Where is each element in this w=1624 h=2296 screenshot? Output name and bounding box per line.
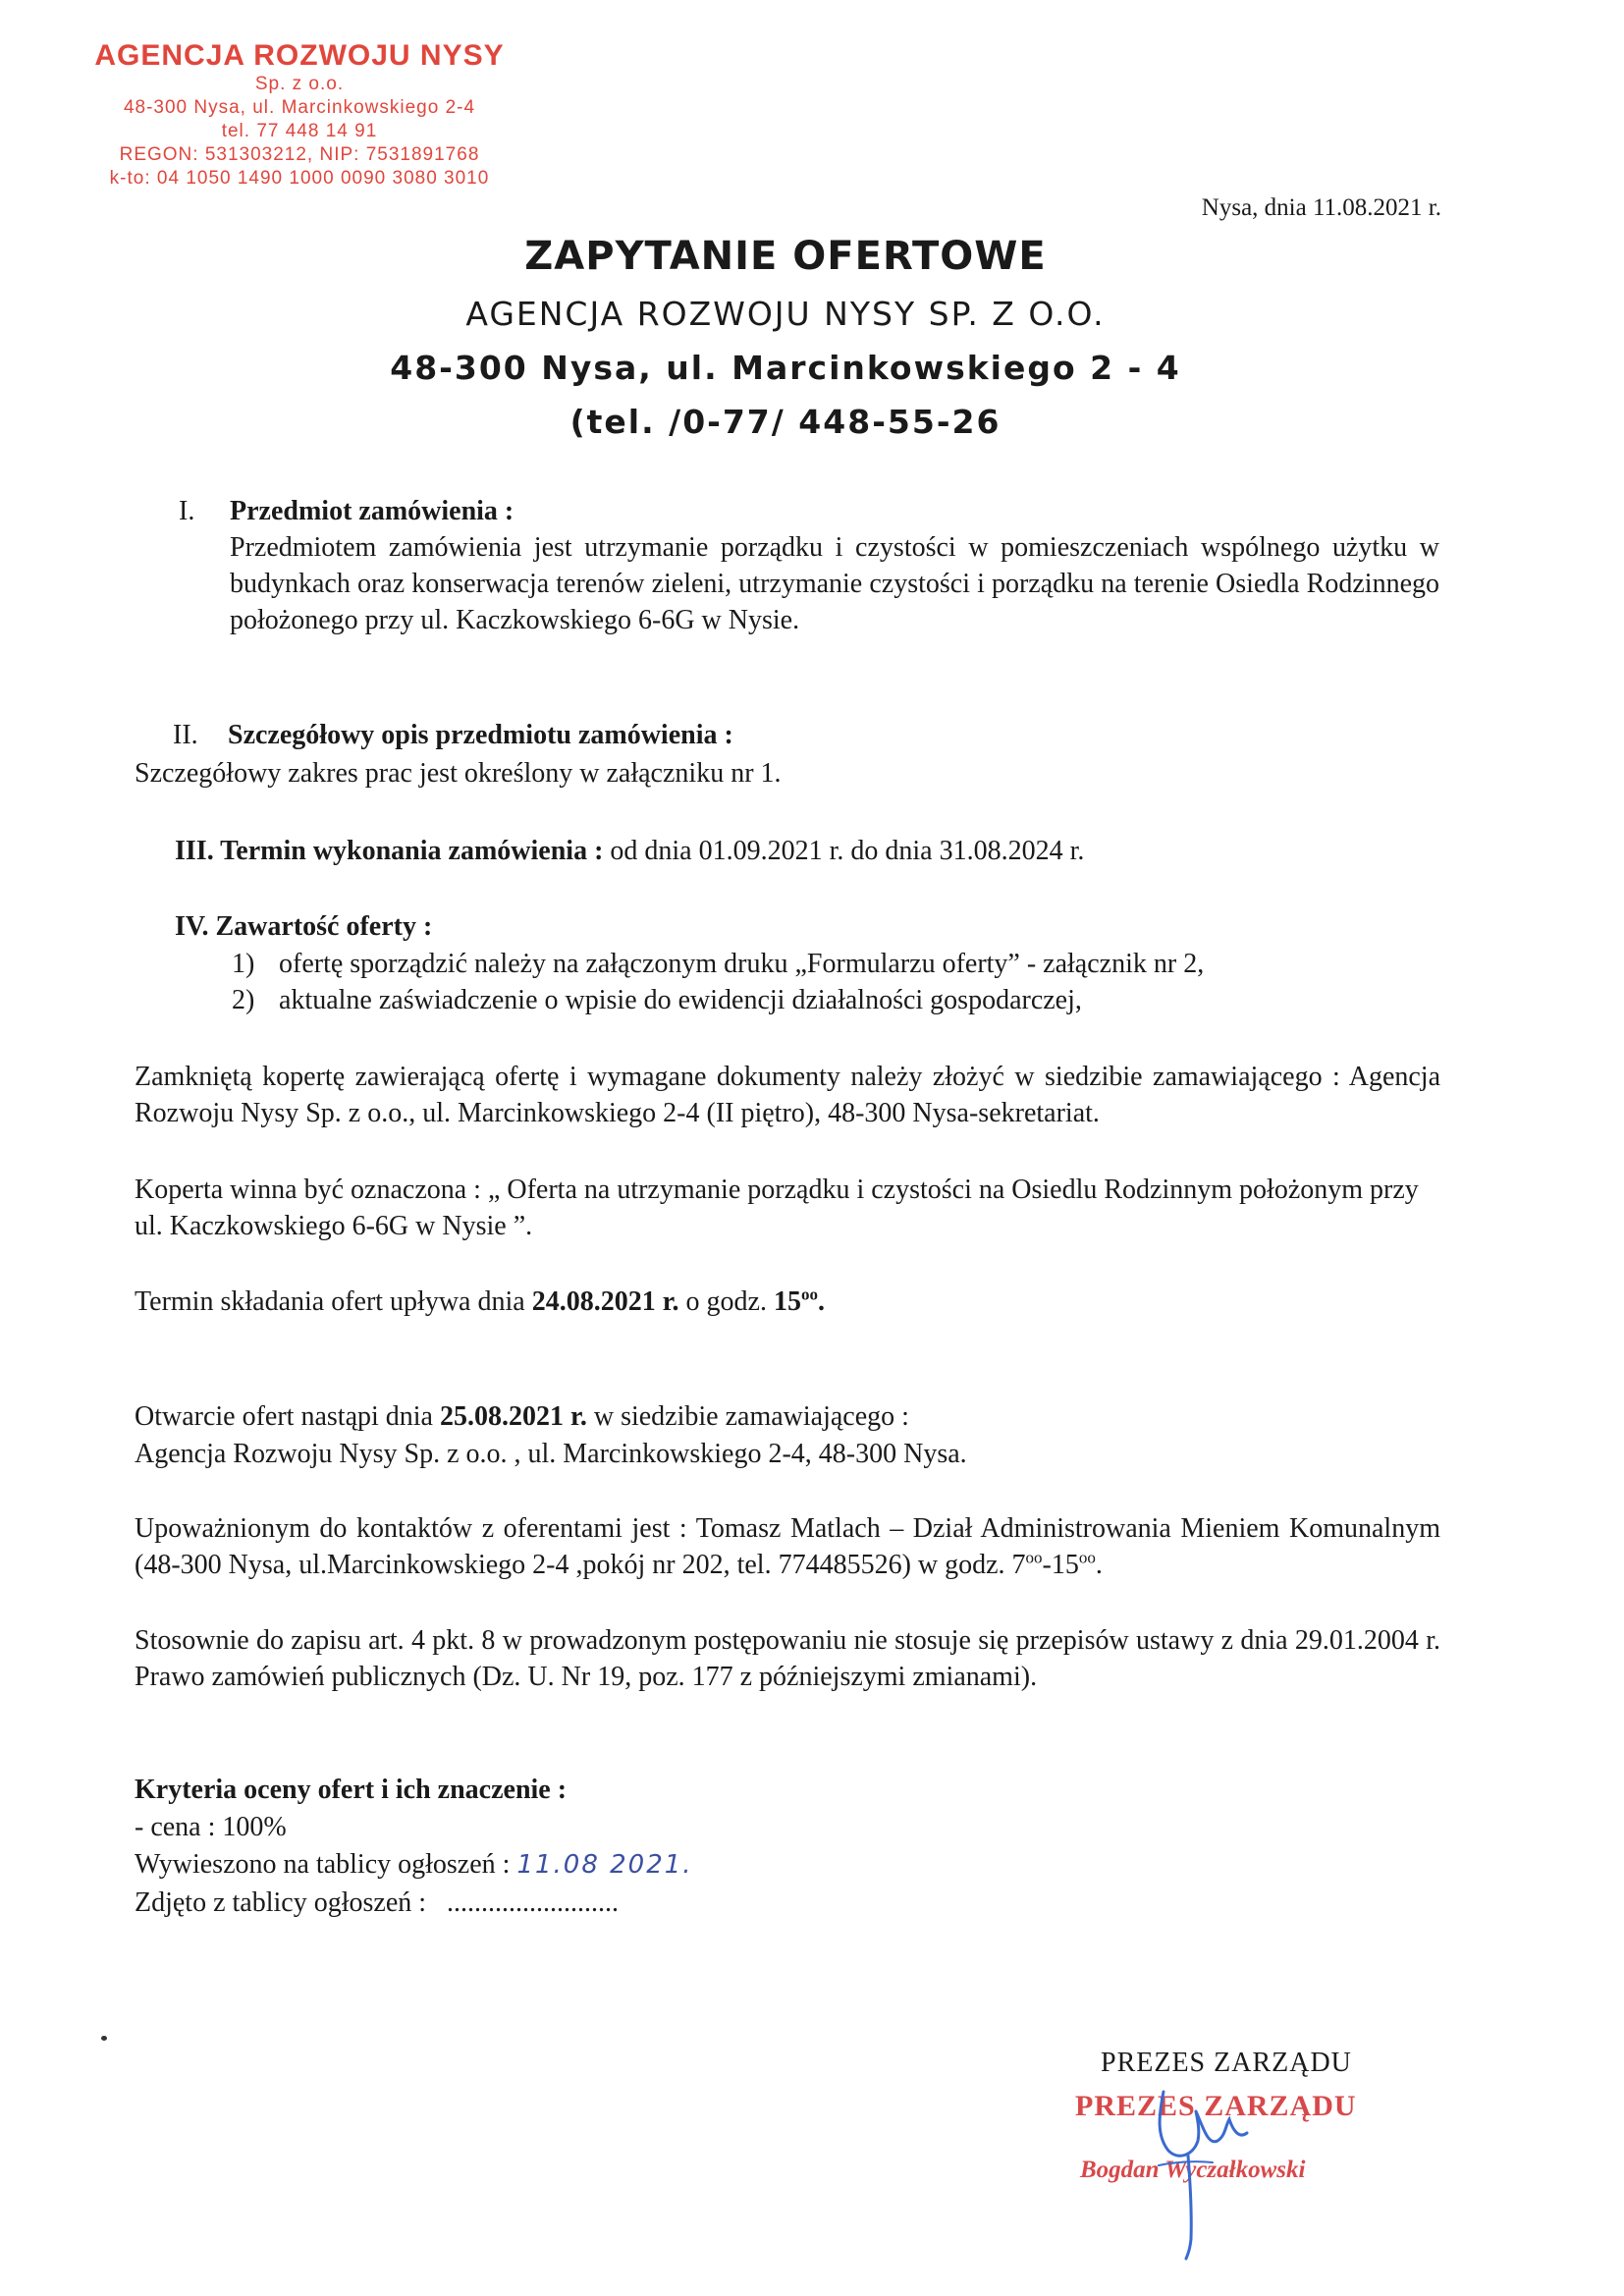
section3-title: III. Termin wykonania zamówienia : (175, 836, 604, 866)
opening-suffix: w siedzibie zamawiającego : (593, 1401, 909, 1432)
handwritten-signature (1119, 2072, 1267, 2269)
criteria-price: - cena : 100% (135, 1812, 287, 1842)
section2-number: II. (173, 720, 198, 750)
deadline-mid: o godz. (685, 1286, 767, 1317)
removed-line (135, 1885, 619, 1921)
scan-dot (101, 2036, 107, 2041)
contact-paragraph: Upoważnionym do kontaktów z oferentami jest : Tomasz Matlach – Dział Administrowania Mieniem Komunalnym (48-300 Nysa, ul.Marcinkowskiego 2-4 ,pokój nr 202, tel. 774485526) w godz. $7^{oo}-15^{oo}$. (135, 1513, 1440, 1580)
removed-label: Zdjęto z tablicy ogłoszeń : (135, 1887, 427, 1918)
section1-body: Przedmiotem zamówienia jest utrzymanie porządku i czystości w pomieszczeniach wspólnego użytku w budynkach oraz konserwacja terenów zieleni, utrzymanie czystości i porządku na terenie Osiedla Rodzinnego położonego przy ul. Kaczkowskiego 6-6G w Nysie. (230, 532, 1439, 635)
removed-value: ......................... (447, 1887, 620, 1918)
stamp-company-form: Sp. z o.o. (254, 74, 345, 94)
section4-item-2-number: 2) (232, 985, 255, 1015)
section1-title: Przedmiot zamówienia : (230, 496, 514, 526)
section3-line (175, 833, 1084, 869)
section2-body: Szczegółowy zakres prac jest określony w załączniku nr 1. (135, 758, 782, 789)
stamp-phone: tel. 77 448 14 91 (221, 121, 378, 141)
section2-title: Szczegółowy opis przedmiotu zamówienia : (228, 720, 733, 750)
legal-paragraph: Stosownie do zapisu art. 4 pkt. 8 w prowadzonym postępowaniu nie stosuje się przepisów ustawy z dnia 29.01.2004 r. Prawo zamówień publicznych (Dz. U. Nr 19, poz. 177 z późniejszymi zmianami). (135, 1625, 1440, 1692)
deadline-line (135, 1284, 825, 1320)
posted-date: 11.08 2021. (516, 1850, 693, 1880)
deadline-hour: $15^{oo}$. (773, 1285, 825, 1317)
header-address: 48-300 Nysa, ul. Marcinkowskiego 2 - 4 (390, 349, 1181, 387)
posted-label: Wywieszono na tablicy ogłoszeń : (135, 1849, 511, 1880)
opening-address: Agencja Rozwoju Nysy Sp. z o.o. , ul. Marcinkowskiego 2-4, 48-300 Nysa. (135, 1439, 967, 1469)
stamp-account: k-to: 04 1050 1490 1000 0090 3080 3010 (109, 168, 490, 189)
opening-date: 25.08.2021 r. (439, 1401, 587, 1432)
section3-body: od dnia 01.09.2021 r. do dnia 31.08.2024 r. (610, 836, 1085, 866)
header-organization: AGENCJA ROZWOJU NYSY SP. Z O.O. (465, 295, 1106, 333)
criteria-title: Kryteria oceny ofert i ich znaczenie : (135, 1775, 568, 1805)
signature-stamp-title: PREZES ZARZĄDU (1075, 2090, 1357, 2122)
section4-item-2-text: aktualne zaświadczenie o wpisie do ewidencji działalności gospodarczej, (279, 985, 1082, 1015)
deadline-date: 24.08.2021 r. (531, 1286, 679, 1317)
document-title: ZAPYTANIE OFERTOWE (524, 234, 1047, 279)
section4-item-1-number: 1) (232, 949, 255, 979)
signature-title: PREZES ZARZĄDU (1101, 2048, 1352, 2078)
deadline-prefix: Termin składania ofert upływa dnia (135, 1286, 525, 1317)
posted-line (135, 1846, 693, 1884)
stamp-address: 48-300 Nysa, ul. Marcinkowskiego 2-4 (123, 97, 476, 118)
stamp-ids: REGON: 531303212, NIP: 7531891768 (119, 144, 480, 165)
section1-number: I. (179, 496, 195, 526)
company-stamp (69, 39, 530, 191)
place-date: Nysa, dnia 11.08.2021 r. (1201, 194, 1441, 221)
header-phone: (tel. /0-77/ 448-55-26 (569, 403, 1001, 441)
opening-line (135, 1398, 909, 1435)
marking-paragraph: Koperta winna być oznaczona : „ Oferta na utrzymanie porządku i czystości na Osiedlu Rodzinnym położonym przy ul. Kaczkowskiego 6-6G w Nysie ”. (135, 1175, 1419, 1241)
section4-title: IV. Zawartość oferty : (175, 911, 433, 942)
signature-stamp-name: Bogdan Wyczałkowski (1080, 2157, 1306, 2183)
section4-item-1-text: ofertę sporządzić należy na załączonym druku „Formularzu oferty” - załącznik nr 2, (279, 949, 1205, 979)
stamp-company-name: AGENCJA ROZWOJU NYSY (94, 39, 505, 72)
opening-prefix: Otwarcie ofert nastąpi dnia (135, 1401, 433, 1432)
envelope-paragraph: Zamkniętą kopertę zawierającą ofertę i wymagane dokumenty należy złożyć w siedzibie zamawiającego : Agencja Rozwoju Nysy Sp. z o.o., ul. Marcinkowskiego 2-4 (II piętro), 48-300 Nysa-sekretariat. (135, 1062, 1440, 1128)
